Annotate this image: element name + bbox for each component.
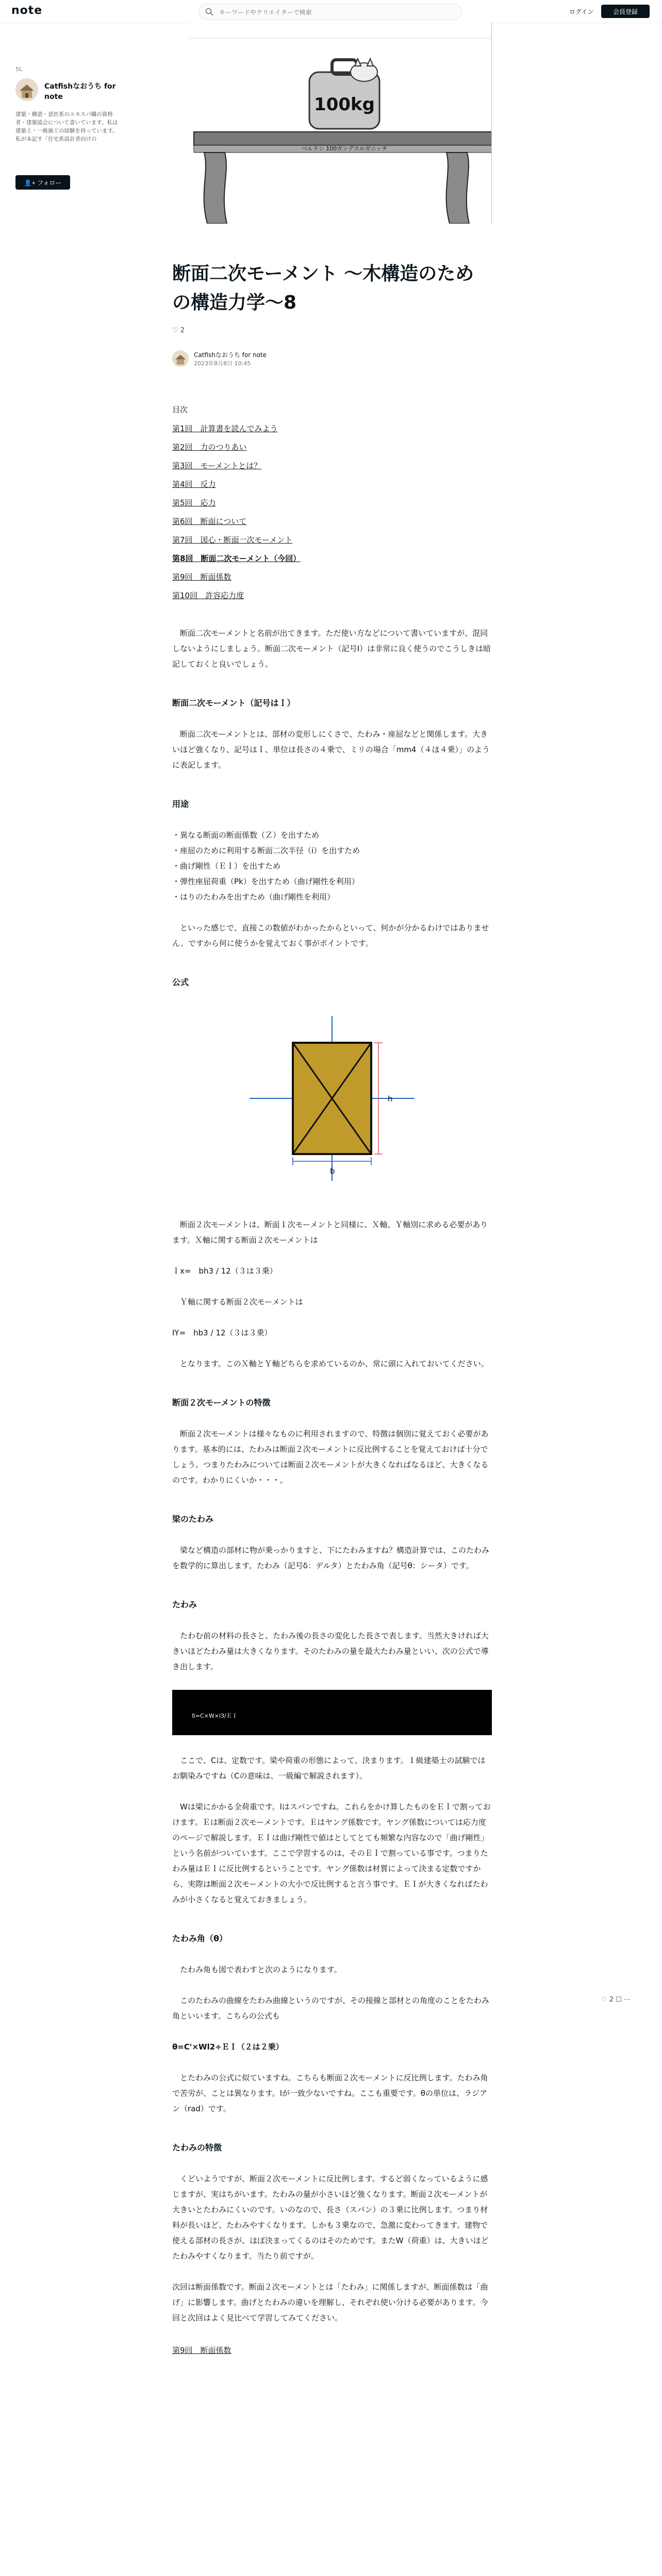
search-icon — [205, 7, 214, 16]
section-figure — [172, 1006, 492, 1191]
angle-paragraph: たわみ角も図で表わすと次のようになります。 — [180, 1965, 342, 1974]
signup-button[interactable]: 会員登録 — [601, 5, 650, 18]
note-logo[interactable]: note — [11, 4, 43, 17]
formula-x: Ｉx= bh3 / 12（３は３乗） — [172, 1266, 277, 1276]
deflection-detail: Wは梁にかかる全荷重です。lはスパンですね。これらをかけ算したものをＥＩで割っておけます。Ｅは断面２次モーメントです。Ｅはヤング係数です。ヤング係数については応力度のページで解説します。ＥＩは曲げ剛性で値はとしてとても頻繁な内容なので「曲げ剛性」という名前がついています。ここで学習するのは、そのＥＩで割っている事です。つまりたわみ量はＥＩに反比例するということです。ヤング係数は材質によって決まる定数ですから、実際は断面２次モーメントの大小で反比例すると言う事です。ＥＩが大きくなればたわみが小さくなると覚えておきましょう。 — [172, 1802, 491, 1904]
heading-angle: たわみ角（θ） — [172, 1934, 227, 1943]
list-item: ・座屈のために利用する断面二次半径（i）を出すため — [172, 846, 360, 855]
beam-paragraph: 梁など構造の部材に物が乗っかりますと、下にたわみますね？構造計算では、このたわみを数学的に算出します。たわみ（記号δ：デルタ）とたわみ角（記号θ：シータ）です。 — [172, 1546, 490, 1570]
heading-deflection: たわみ — [172, 1600, 197, 1609]
usage-note: といった感じで、直接この数値がわかったからといって、何かが分かるわけではありません。ですから何に使うかを覚えておく事がポイントです。 — [172, 923, 489, 948]
angle-detail: このたわみの曲線をたわみ曲線というのですが、その接線と部材との角度のことをたわみ角といいます。こちらの公式も — [172, 1996, 490, 2021]
house-avatar-icon — [15, 78, 38, 101]
like-top[interactable] — [172, 327, 185, 334]
next-article-link[interactable]: 第9回 断面係数 — [172, 2346, 231, 2355]
toc-item[interactable]: 第10回 許容応力度 — [172, 591, 244, 600]
hero-image — [189, 23, 492, 224]
login-link[interactable]: ログイン — [569, 8, 594, 15]
code-text: δ=C×W×l3/ＥＩ — [192, 1713, 238, 1719]
author-row — [172, 350, 378, 371]
deflection-paragraph: たわむ前の材料の長さと、たわみ後の長さの変化した長さで表します。当然大きければ大きいほどたわみ量は大きくなります。そのたわみの量を最大たわみ量といい、次の公式で導き出します。 — [172, 1631, 489, 1671]
formula-y-intro: Ｙ軸に関する断面２次モーメントは — [180, 1297, 303, 1307]
angle-formula: θ=C'×Wl2÷ＥＩ（２は２乗） — [172, 2042, 284, 2052]
sidebar-creator-name[interactable]: Catfishなおうち for note — [44, 82, 116, 101]
heading-beam: 梁のたわみ — [172, 1514, 214, 1524]
height-label: h — [388, 1094, 393, 1104]
toc-title: 目次 — [172, 405, 188, 414]
deflection-note: ここで、Cは、定数です。梁や荷重の形態によって、決まります。１級建築士の試験ではお馴染みですね（Cの意味は、一級編で解説されます）。 — [172, 1756, 486, 1781]
hero-illustration — [189, 23, 492, 224]
formula-note: となります。このＸ軸とＹ軸どちらを求めているのか、常に頭に入れておいてください。 — [180, 1359, 489, 1368]
article-title: 断面二次モーメント 〜木構造のための構造力学〜8 — [172, 263, 474, 313]
heading-formula: 公式 — [172, 977, 189, 987]
sidebar-meta: 5L — [15, 66, 23, 73]
like-count: 2 — [180, 327, 185, 334]
house-avatar-icon — [172, 350, 189, 367]
definition-paragraph: 断面二次モーメントとは、部材の変形しにくさで、たわみ・座屈などと関係します。大きいほど強くなり、記号はＩ、単位は長さの４乗で、ミリの場合「mm4（４ほ４乗）」のように表記します。 — [172, 730, 490, 770]
toc-item-current[interactable]: 第8回 断面二次モーメント（今回） — [172, 554, 301, 563]
heading-definition: 断面二次モーメント（記号はＩ） — [172, 698, 295, 708]
formula-intro: 断面２次モーメントは、断面１次モーメントと同様に、Ｘ軸、Ｙ軸別に求める必要があります。Ｘ軸に関する断面２次モーメントは — [172, 1220, 488, 1245]
angle-note: とたわみの公式に似ていますね。こちらも断面２次モーメントに反比例します。たわみ角で苦労が、ことは異なります。lが一致少ないですね。ここも重要です。θの単位は、ラジアン（rad）です。 — [172, 2073, 488, 2113]
global-header — [0, 0, 662, 23]
toc-item[interactable]: 第1回 計算書を読んでみよう — [172, 424, 278, 433]
toc-item[interactable]: 第2回 力のつりあい — [172, 443, 247, 452]
toc-item[interactable]: 第5回 応力 — [172, 498, 216, 507]
toc-item[interactable]: 第6回 断面について — [172, 517, 247, 526]
list-item: ・弾性座屈荷重（Pk）を出すため（曲げ剛性を利用） — [172, 877, 359, 886]
weight-label: 100kg — [314, 94, 375, 115]
follow-label: フォロー — [37, 179, 62, 187]
table-of-contents — [172, 419, 492, 605]
list-item: ・異なる断面の断面係数（Ｚ）を出すため — [172, 831, 320, 840]
search-box[interactable] — [199, 4, 462, 20]
avatar[interactable] — [172, 350, 189, 367]
toc-item[interactable]: 第3回 モーメントとは？ — [172, 461, 262, 470]
heading-feature2: たわみの特徴 — [172, 2143, 222, 2153]
intro-paragraph: 断面二次モーメントと名前が出てきます。ただ使い方などについて書いていますが、混同しないようにしましょう。断面二次モーメント（記号I）は非常に良く使うのでこうしきは暗記しておくと良いでしょう。 — [172, 629, 491, 669]
usage-list — [172, 827, 492, 905]
floating-like[interactable] — [601, 1996, 631, 2004]
like-count: 2 — [609, 1996, 614, 2004]
heading-feature: 断面２次モーメントの特徴 — [172, 1398, 271, 1408]
article-body — [172, 383, 492, 2360]
post-date: 2023年8月8日 10:45 — [194, 360, 251, 367]
closing-paragraph: 次回は断面係数です。断面２次モーメントとは「たわみ」に関係しますが、断面係数は「曲げ」に影響します。曲げとたわみの違いを理解し、それぞれ使い分ける必要があります。今回と次回はよく見比べて学習してみてください。 — [172, 2282, 488, 2323]
toc-item[interactable]: 第7回 図心・断面一次モーメント — [172, 535, 293, 545]
formula-y: IY= hb3 / 12（３は３乗） — [172, 1328, 272, 1337]
beam-caption: ベルラン 100ガンデスルガニッチ — [301, 145, 388, 152]
rectangle-section-diagram — [172, 1006, 492, 1191]
width-label: b — [330, 1166, 335, 1176]
author-name[interactable]: Catfishなおうち for note — [194, 351, 267, 359]
sidebar-creator-description: 建築・構造・意匠系のエキスパ職の資格者・建築協会について書いています。私は建築士・一級施工の経験を持っています。私が本記す「住宅系設計者向けの — [15, 111, 118, 142]
feature-paragraph: 断面２次モーメントは様々なものに利用されますので、特徴は個別に覚えておく必要があります。基本的には、たわみは断面２次モーメントに反比例することを覚えておけば十分でしょう。つまりたわみについては断面２次モーメントが大きくなればなるほど、大きくなるのです。わかりにくいか・・・。 — [172, 1429, 489, 1485]
formula-code-block — [172, 1690, 492, 1735]
heart-icon[interactable]: ♡ — [172, 327, 178, 334]
list-item: ・曲げ剛性（ＥＩ）を出すため — [172, 861, 281, 871]
heading-usage: 用途 — [172, 799, 189, 809]
heart-icon[interactable]: ♡ — [601, 1996, 607, 2004]
search-input[interactable] — [218, 7, 447, 18]
toc-item[interactable]: 第9回 断面係数 — [172, 572, 231, 582]
more-icon[interactable]: ⋯ — [624, 1996, 631, 2004]
bookmark-icon[interactable]: ☐ — [616, 1996, 622, 2004]
add-user-icon: 👤+ — [24, 179, 36, 187]
avatar[interactable] — [15, 78, 38, 101]
feature2-paragraph: くどいようですが、断面２次モーメントに反比例します。するど弱くなっているように感じますが、実はちがいます。たわみの量が小さいほど強くなります。断面２次モーメントが大きいとたわみにくいのです。いのなので、長さ（スパン）の３乗に比例します。つまり材料が長いほど、たわみやすくなります。しかも３乗なので、急激に変わってきます。建物で使える部材の長さが、ほぼ決まってくるのはそのためです。またW（荷重）は、大きいほどたわみやすくなります。当たり前ですが。 — [172, 2174, 489, 2261]
sidebar-follow-button[interactable] — [15, 175, 70, 190]
toc-item[interactable]: 第4回 反力 — [172, 480, 216, 489]
list-item: ・はりのたわみを出すため（曲げ剛性を利用） — [172, 892, 335, 902]
